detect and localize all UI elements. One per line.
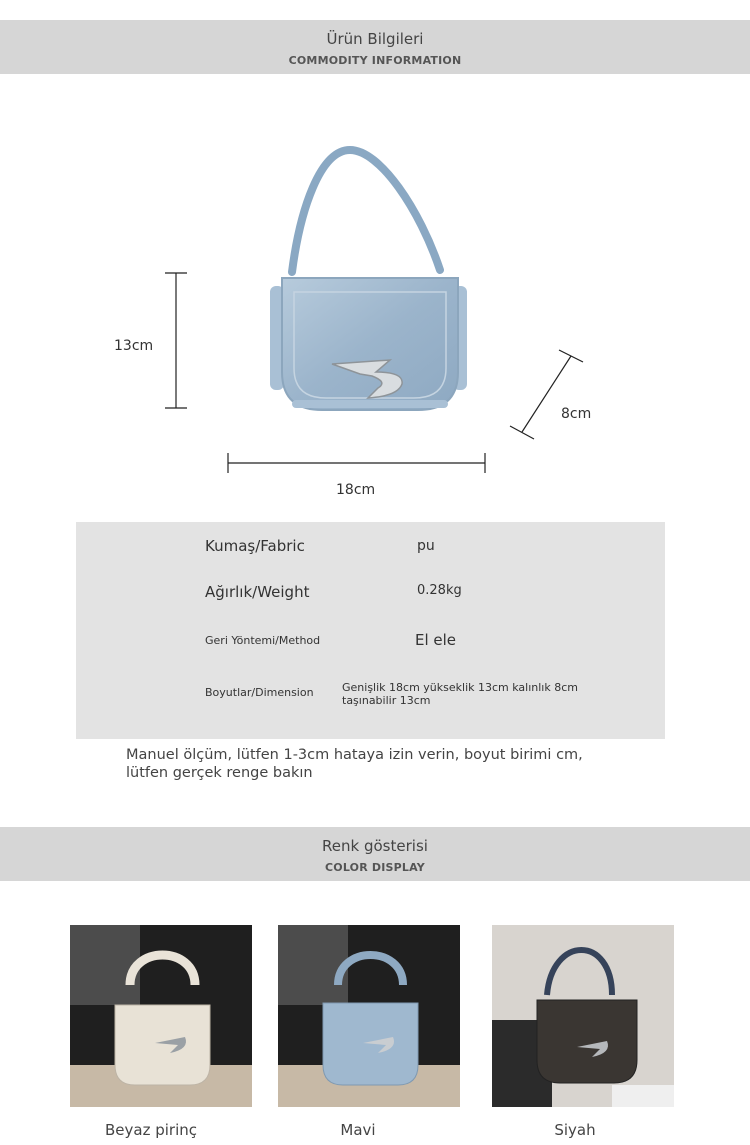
color-label-black: Siyah (554, 1121, 596, 1139)
bag-photo-blue (278, 925, 460, 1107)
depth-dimension-line (510, 350, 583, 439)
height-label: 13cm (114, 338, 154, 354)
color-swatch-beige[interactable] (70, 925, 252, 1107)
spec-key-weight: Ağırlık/Weight (205, 583, 310, 601)
spec-value-fabric: pu (417, 538, 435, 554)
section-title: Ürün Bilgileri (326, 30, 424, 48)
width-label: 18cm (336, 482, 376, 498)
color-label-blue: Mavi (340, 1121, 376, 1139)
spec-table (76, 522, 665, 739)
spec-value-dimension-line2: taşınabilir 13cm (342, 694, 431, 707)
section-subtitle: COMMODITY INFORMATION (288, 54, 462, 67)
section-title: Renk gösterisi (322, 837, 428, 855)
spec-value-weight: 0.28kg (417, 583, 462, 598)
color-swatch-black[interactable] (492, 925, 674, 1107)
section-header-color-display (0, 827, 750, 881)
spec-value-method: El ele (415, 631, 457, 649)
color-swatch-blue[interactable] (278, 925, 460, 1107)
height-dimension-line (165, 273, 187, 408)
note-line-1: Manuel ölçüm, lütfen 1-3cm hataya izin verin, boyut birimi cm, (126, 747, 583, 763)
measurement-note (126, 746, 596, 782)
product-dimension-diagram (0, 0, 750, 520)
section-subtitle: COLOR DISPLAY (325, 861, 425, 874)
depth-label: 8cm (561, 406, 592, 422)
handbag-image (270, 150, 467, 410)
spec-key-dimension: Boyutlar/Dimension (205, 686, 314, 699)
spec-key-method: Geri Yöntemi/Method (205, 634, 321, 647)
bag-photo-beige (70, 925, 252, 1107)
bag-photo-black (492, 925, 674, 1107)
spec-value-dimension-line1: Genişlik 18cm yükseklik 13cm kalınlık 8cm (342, 681, 578, 694)
note-line-2: lütfen gerçek renge bakın (126, 765, 313, 781)
width-dimension-line (228, 453, 485, 473)
color-label-beige: Beyaz pirinç (104, 1121, 197, 1139)
spec-key-fabric: Kumaş/Fabric (205, 537, 305, 555)
spec-value-dimension (342, 681, 578, 707)
